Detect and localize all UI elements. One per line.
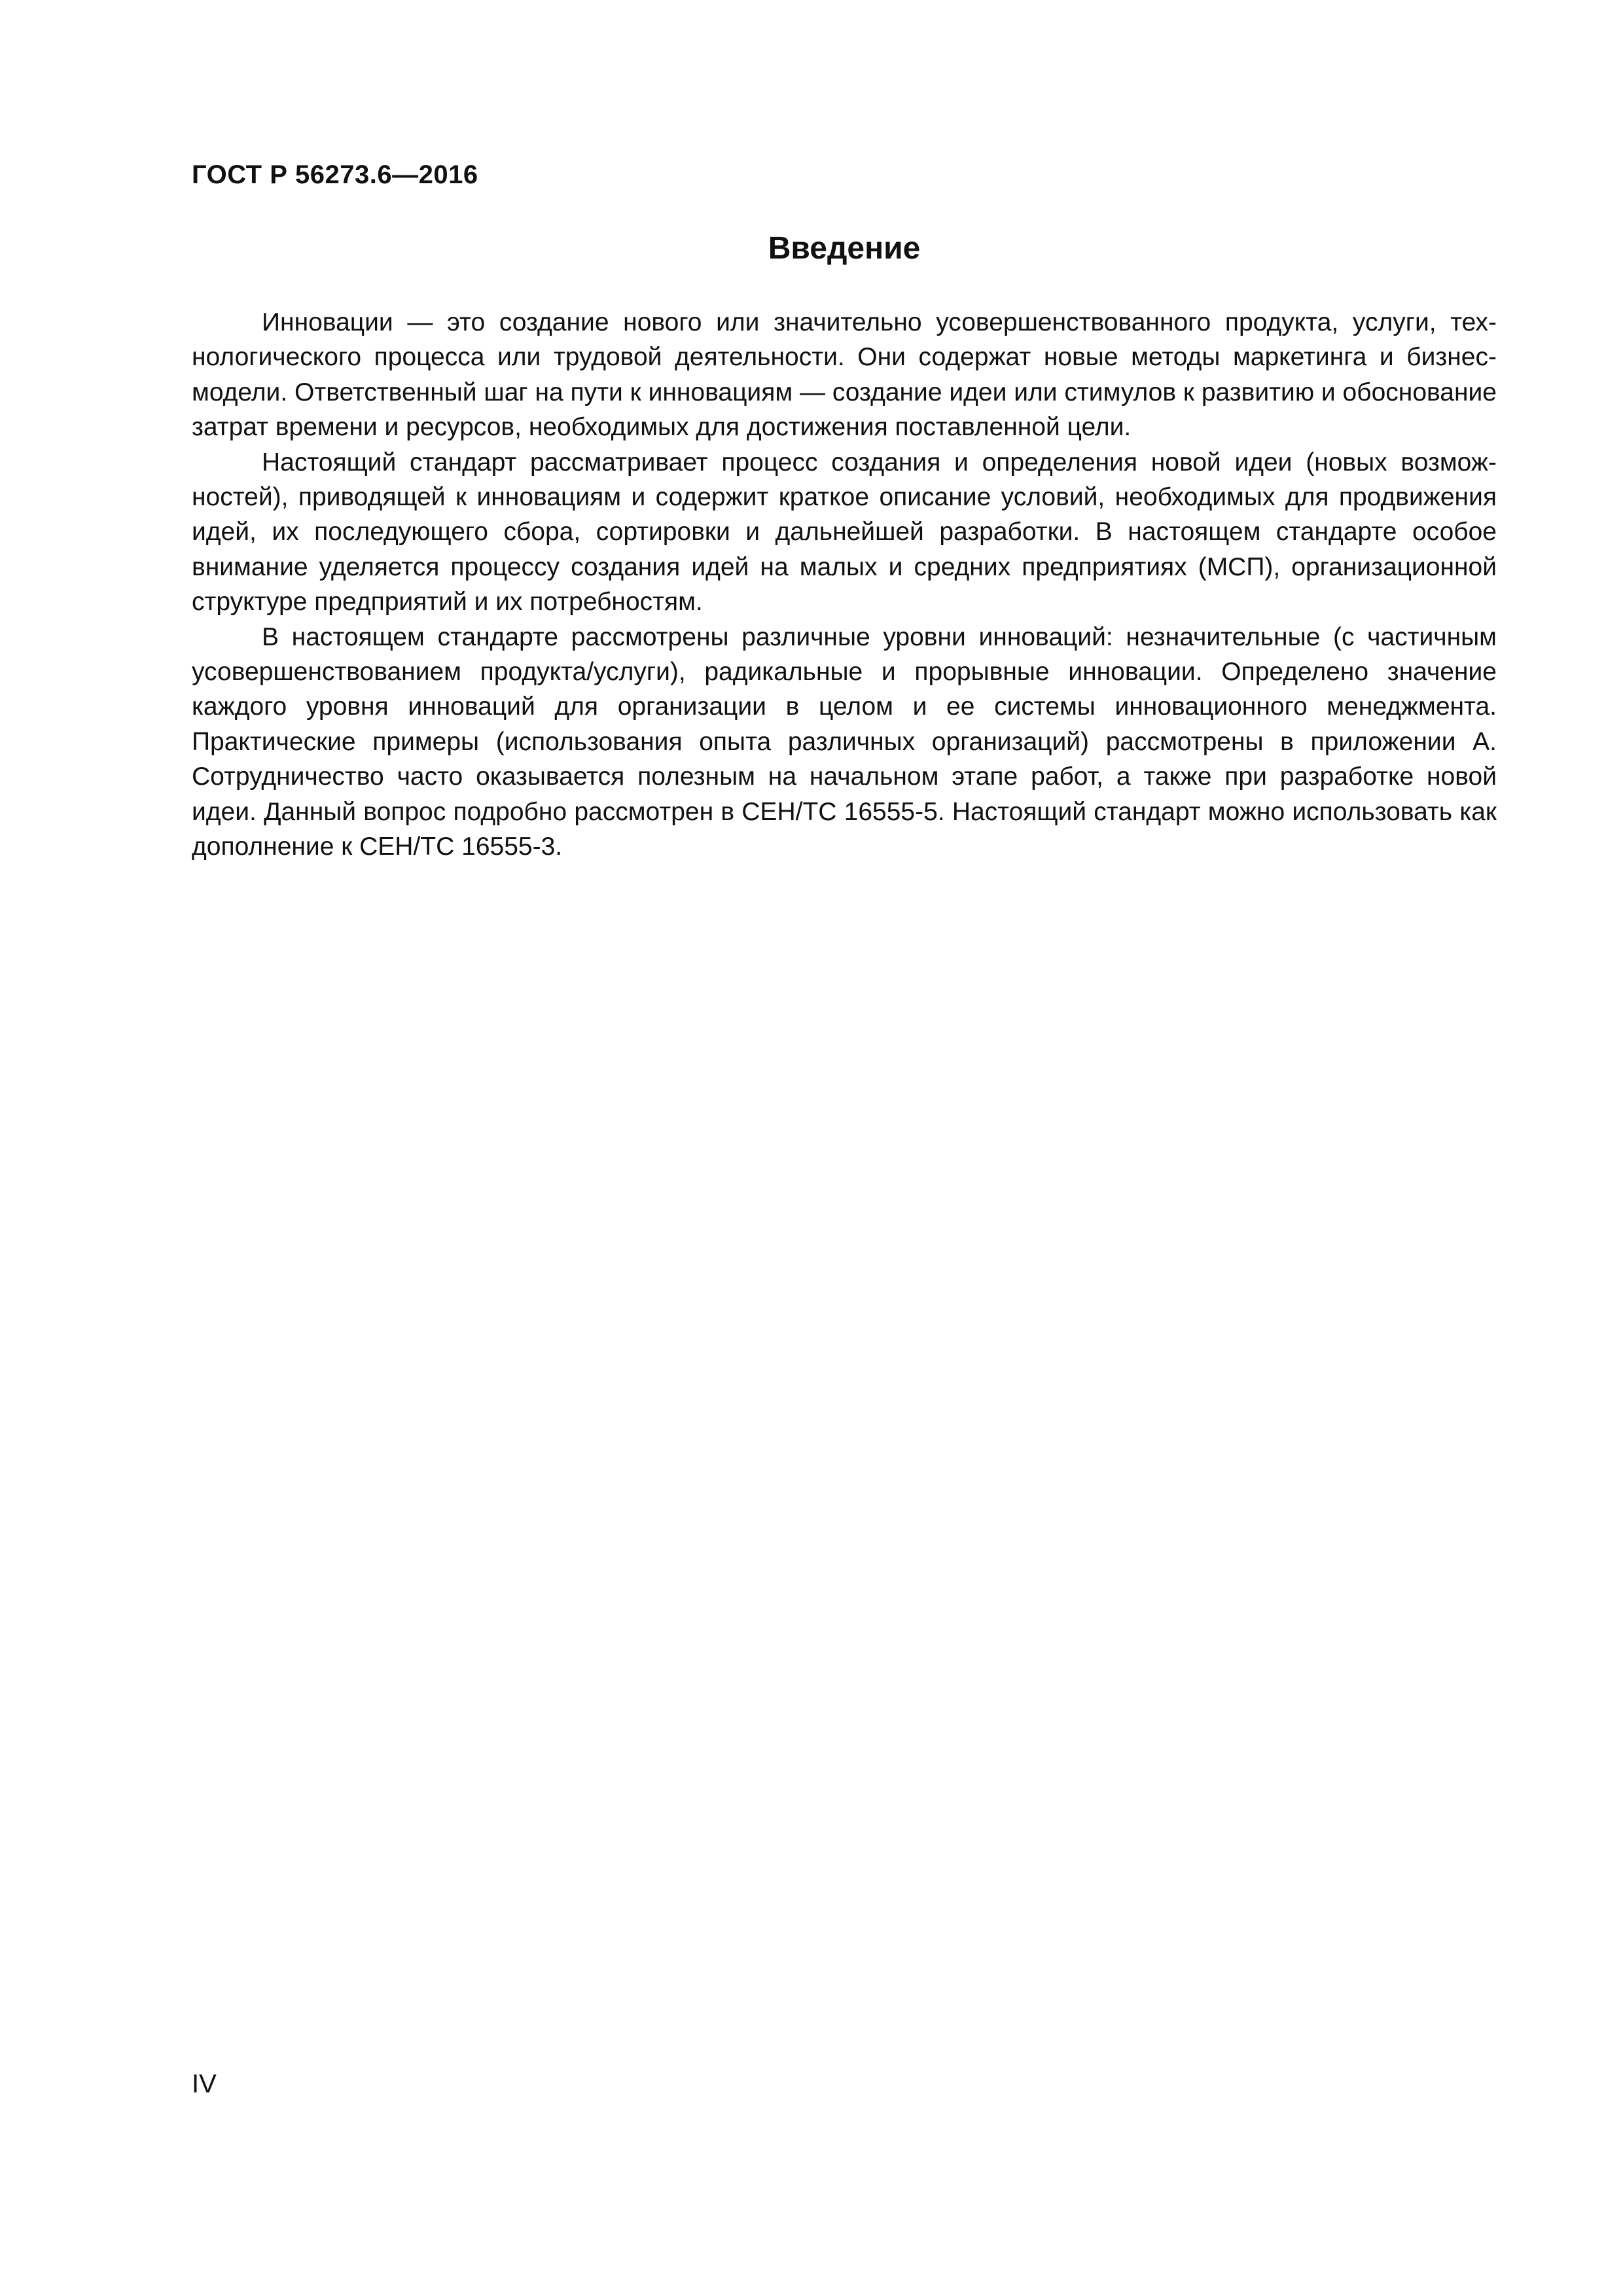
section-title: Введение: [768, 231, 921, 266]
body-text: [192, 305, 1497, 865]
page-number: IV: [192, 2070, 217, 2098]
paragraph-2: Настоящий стандарт рассматривает процесс создания и определения новой идеи (новых возможностей), приводящей к инновациям и содержит краткое описание условий, необходимых для продвижения идей, их последующего сбора, сортировки и дальнейшей разработки. В настоящем стандарте особое внимание уделяется процессу создания идей на малых и средних предприятиях (МСП), организационной структуре предприятий и их потребностям.: [192, 448, 1497, 617]
paragraph-1: Инновации — это создание нового или значительно усовершенствованного продукта, услуги, технологического процесса или трудовой деятельности. Они содержат новые методы маркетинга и бизнес-модели. Ответственный шаг на пути к инновациям — создание идеи или стимулов к развитию и обоснование затрат времени и ресурсов, необходимых для достижения поставленной цели.: [192, 308, 1497, 442]
document-id-header: ГОСТ Р 56273.6—2016: [192, 160, 478, 189]
paragraph-3: В настоящем стандарте рассмотрены различные уровни инноваций: незначительные (с частичным усовершенствованием продукта/услуги), радикальные и прорывные инновации. Определено значение каждого уровня инноваций для организации в целом и ее системы инновационного менеджмента. Практические примеры (использования опыта различных организаций) рассмотрены в приложении А. Сотрудничество часто оказывается полезным на начальном этапе работ, а также при разработке новой идеи. Данный вопрос подробно рассмотрен в СЕН/ТС 16555-5. Настоящий стандарт можно использовать как дополнение к СЕН/ТС 16555-3.: [192, 622, 1497, 861]
